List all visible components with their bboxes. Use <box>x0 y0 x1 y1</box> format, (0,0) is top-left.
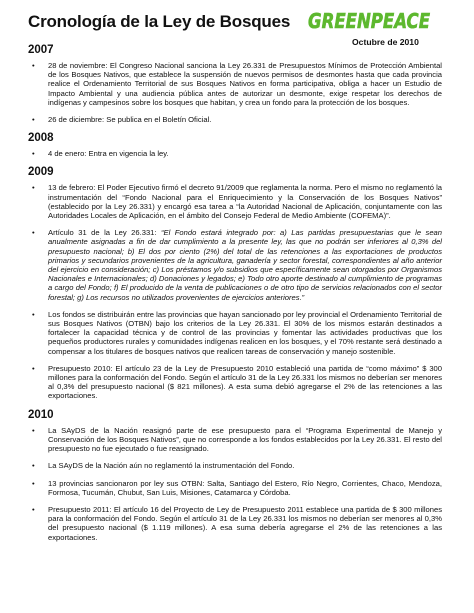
list-item: • 13 provincias sancionaron por ley sus OTBN: Salta, Santiago del Estero, Río Negro, Corrientes, Chaco, Mendoza, Formosa, Tucumán, Chubut, San Luis, Misiones, Catamarca y Córdoba. <box>28 479 442 497</box>
article-reference: Artículo 31 de la Ley 26.331: <box>48 228 161 238</box>
list-item: • Presupuesto 2011: El artículo 16 del Proyecto de Ley de Presupuesto 2011 establece una partida de $ 300 millones para la conformación del Fondo. Según el artículo 31 de la Ley 26.331 los mismos no deberían ser menores al 0,3% del presupuesto nacional ($ 1.119 millones). A esa suma debería agregarse el 2% de las retenciones a las exportaciones. <box>28 505 442 542</box>
logo-text: GREENPEACE <box>308 9 431 33</box>
list-item: • Presupuesto 2010: El artículo 23 de la Ley de Presupuesto 2010 estableció una partida de “como máximo” $ 300 millones para la conformación del Fondo. Según el artículo 31 de la Ley 26.331 los mismos no deberían ser menores al 0,3% del presupuesto nacional ($ 821 millones). A esta suma debió agregarse el 2% de las retenciones a las exportaciones. <box>28 364 442 401</box>
section-2010 <box>28 409 442 542</box>
list-item: • 28 de noviembre: El Congreso Nacional sanciona la Ley 26.331 de Presupuestos Mínimos de Protección Ambiental de los Bosques Nativos, que establece la suspensión de nuevos permisos de desmontes hasta que cada provincia realice el Ordenamiento Territorial de sus Bosques Nativos en forma participativa, obliga a hacer un Estudio de Impacto Ambiental y una audiencia pública antes de autorizar un desmonte, exige respetar los derechos de indígenas y campesinos sobre los bosques que habitan, y crea un fondo para la protección de los bosques. <box>28 61 442 107</box>
item-list <box>28 61 442 124</box>
list-item <box>28 228 442 302</box>
section-2008 <box>28 132 442 158</box>
list-item: • 4 de enero: Entra en vigencia la ley. <box>28 149 442 158</box>
section-year: 2010 <box>28 408 54 421</box>
list-item: • La SAyDS de la Nación reasignó parte de ese presupuesto para el “Programa Experimental de Manejo y Conservación de los Bosques Nativos”, que no corresponde a los fondos establecidos por la Ley 26.331. El resto del presupuesto no fue ejecutado o fue reasignado. <box>28 426 442 454</box>
document-date: Octubre de 2010 <box>352 37 419 47</box>
document-title: Cronología de la Ley de Bosques <box>28 12 291 31</box>
section-2009 <box>28 166 442 400</box>
list-item: • 13 de febrero: El Poder Ejecutivo firmó el decreto 91/2009 que reglamenta la norma. Pero el mismo no reglamentó la instrumentación del “Fondo Nacional para el Enriquecimiento y la Conservación de los Bosques Nativos” (establecido por la Ley 26.331) y encargó esa tarea a “la Autoridad Nacional de Aplicación, conjuntamente con las Autoridades Locales de Aplicación, en el ámbito del Consejo Federal de Medio Ambiente (COFEMA)”. <box>28 183 442 220</box>
section-year: 2009 <box>28 166 54 179</box>
item-list <box>28 183 442 400</box>
item-list <box>28 149 442 158</box>
greenpeace-logo <box>306 8 432 34</box>
item-list <box>28 426 442 542</box>
list-item: • La SAyDS de la Nación aún no reglamentó la instrumentación del Fondo. <box>28 461 442 470</box>
document-body <box>28 44 442 550</box>
article-quote: “El Fondo estará integrado por: a) Las partidas presupuestarias que le sean anualmente asignadas a fin de dar cumplimiento a la presente ley, las que no podrán ser inferiores al 0,3% del presupuesto nacional; b) El dos por ciento (2%) del total de las retenciones a las exportaciones de productos primarios y secundarios provenientes de la agricultura, ganadería y sector forestal, correspondientes al año anterior del ejercicio en consideración; c) Los préstamos y/o subsidios que específicamente sean otorgados por Organismos Nacionales e Internacionales; d) Donaciones y legados; e) Todo otro aporte destinado al cumplimiento de programas a cargo del Fondo; f) El producido de la venta de publicaciones o de otro tipo de servicios relacionados con el sector forestal; g) Los recursos no utilizados provenientes de ejercicios anteriores.” <box>48 228 442 302</box>
section-2007 <box>28 44 442 124</box>
list-item: • Los fondos se distribuirán entre las provincias que hayan sancionado por ley provincial el Ordenamiento Territorial de sus Bosques Nativos (OTBN) bajo los criterios de la Ley 26.331. El 30% de los mismos estarán destinados a fortalecer la capacidad técnica y de control de las provincias y fomentar las actividades productivas que los pequeños productores rurales y comunidades indígenas realicen en los bosques, y el 70% restante será destinado a compensar a los titulares de bosques nativos que realicen tareas de conservación y manejo sostenible. <box>28 310 442 356</box>
section-year: 2007 <box>28 44 54 56</box>
section-year: 2008 <box>28 132 54 145</box>
list-item: • 26 de diciembre: Se publica en el Boletín Oficial. <box>28 115 442 124</box>
